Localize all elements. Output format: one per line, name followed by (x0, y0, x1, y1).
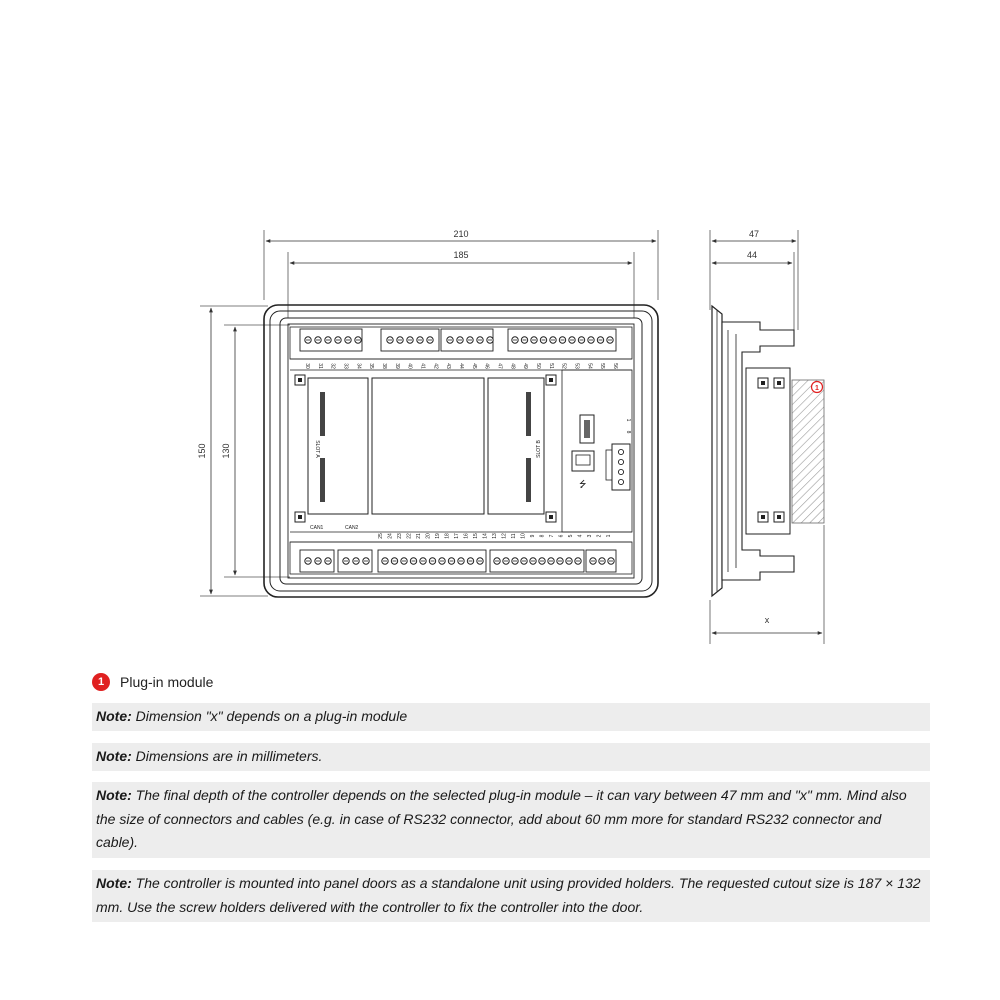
terminal-number: 38 (381, 363, 387, 369)
terminal-number: 19 (435, 533, 441, 539)
terminal-number: 2 (596, 534, 603, 538)
terminal-number: 48 (509, 363, 516, 369)
terminal-number: 55 (599, 363, 606, 369)
terminal-number: 1 (606, 534, 612, 538)
terminal-number: 44 (458, 363, 464, 369)
slot-a-label: SLOT A (314, 440, 320, 458)
side-label-8: 8 (625, 430, 631, 434)
note-text: Dimensions are in millimeters. (135, 748, 323, 764)
terminal-number: 35 (368, 363, 375, 369)
usb-symbol-icon: ⭍ (579, 479, 587, 489)
note-dimension-x (92, 703, 930, 731)
terminal-number: 47 (496, 363, 503, 369)
dim-height-150 (197, 306, 268, 596)
terminal-number: 50 (535, 363, 541, 369)
slot-b (488, 378, 544, 514)
terminal-number: 52 (560, 363, 567, 369)
side-view (710, 229, 824, 644)
terminal-number: 31 (316, 363, 323, 369)
terminal-number: 4 (577, 534, 584, 538)
note-prefix: Note: (96, 708, 132, 724)
can1-label: CAN1 (310, 525, 324, 531)
dim-height-150-label: 150 (197, 443, 207, 459)
terminal-number: 22 (406, 533, 413, 539)
note-text: Dimension "x" depends on a plug-in module (135, 708, 408, 724)
terminal-number: 16 (463, 533, 470, 539)
terminal-number: 6 (558, 534, 565, 538)
terminal-number: 18 (444, 533, 451, 539)
terminal-number: 32 (329, 363, 336, 369)
slot-a (308, 378, 368, 514)
dim-x-label: x (764, 615, 770, 625)
terminal-number: 12 (501, 533, 508, 539)
terminal-number: 49 (522, 363, 529, 369)
io-ports (562, 370, 632, 532)
terminal-number: 15 (473, 533, 479, 539)
terminal-number: 42 (432, 363, 439, 369)
terminal-number: 25 (378, 533, 384, 539)
terminal-number: 13 (492, 533, 498, 539)
terminal-number: 30 (304, 363, 310, 369)
plug-in-module-hatched (792, 380, 824, 523)
terminal-number: 45 (470, 363, 477, 369)
dim-width-210 (264, 229, 658, 300)
dim-width-185-label: 185 (453, 250, 469, 260)
ethernet-port (572, 451, 594, 471)
slot-b-label: SLOT B (536, 440, 542, 458)
terminal-number: 3 (587, 534, 593, 538)
note-text: The final depth of the controller depends on the selected plug-in module – it can vary between 47 mm and "x" mm. Mind also the size of connectors and cables (e.g. in case of RS232 connector, add about 60 mm more for standard RS232 connector and cable). (96, 787, 907, 850)
terminal-number: 8 (539, 534, 546, 538)
note-mounting (92, 870, 930, 922)
display-module (372, 378, 484, 514)
side-internal-module (746, 368, 790, 534)
note-prefix: Note: (96, 875, 132, 891)
dim-depth-44-label: 44 (746, 250, 758, 260)
legend (92, 670, 213, 694)
terminal-number: 51 (547, 363, 554, 369)
legend-badge: 1 (92, 673, 110, 691)
terminal-number: 10 (520, 533, 527, 539)
dim-height-130-label: 130 (221, 443, 231, 459)
note-prefix: Note: (96, 748, 132, 764)
terminal-number: 54 (586, 363, 593, 369)
note-prefix: Note: (96, 787, 132, 803)
terminal-number: 41 (419, 363, 426, 369)
terminal-number: 11 (511, 533, 517, 539)
dim-depth-44 (712, 250, 794, 330)
top-terminal-rail (290, 327, 632, 370)
top-terminal-numbers (304, 363, 618, 369)
front-view (197, 229, 658, 597)
terminal-number: 39 (393, 363, 400, 369)
side-connector (612, 444, 630, 490)
terminal-number: 53 (573, 363, 580, 369)
terminal-number: 34 (355, 363, 362, 369)
terminal-number: 20 (425, 533, 432, 539)
terminal-number: 33 (342, 363, 349, 369)
plug-in-module-marker-number: 1 (815, 385, 819, 392)
note-text: The controller is mounted into panel doors as a standalone unit using provided holders. The requested cutout size is 187 × 132 mm. Use the screw holders delivered with the controller to fix the controller into the door. (96, 875, 921, 915)
note-final-depth (92, 782, 930, 858)
dim-depth-47 (710, 229, 798, 330)
terminal-number: 9 (530, 534, 536, 538)
terminal-number: 43 (445, 363, 452, 369)
bottom-terminal-numbers (378, 533, 612, 539)
note-units (92, 743, 930, 771)
terminal-number: 40 (406, 363, 413, 369)
terminal-number: 5 (568, 534, 574, 538)
terminal-number: 14 (482, 533, 489, 539)
dim-depth-47-label: 47 (748, 229, 760, 239)
side-label-1: 1 (625, 418, 631, 422)
dim-width-185 (288, 250, 634, 318)
can2-label: CAN2 (345, 525, 359, 531)
terminal-number: 7 (549, 534, 555, 538)
terminal-number: 56 (612, 363, 618, 369)
corner-screws (295, 375, 556, 522)
terminal-number: 23 (397, 533, 403, 539)
terminal-number: 21 (416, 533, 422, 539)
terminal-number: 24 (387, 533, 394, 539)
dim-width-210-label: 210 (453, 229, 469, 239)
terminal-number: 17 (454, 533, 460, 539)
terminal-number: 46 (483, 363, 490, 369)
legend-label: Plug-in module (120, 674, 214, 690)
